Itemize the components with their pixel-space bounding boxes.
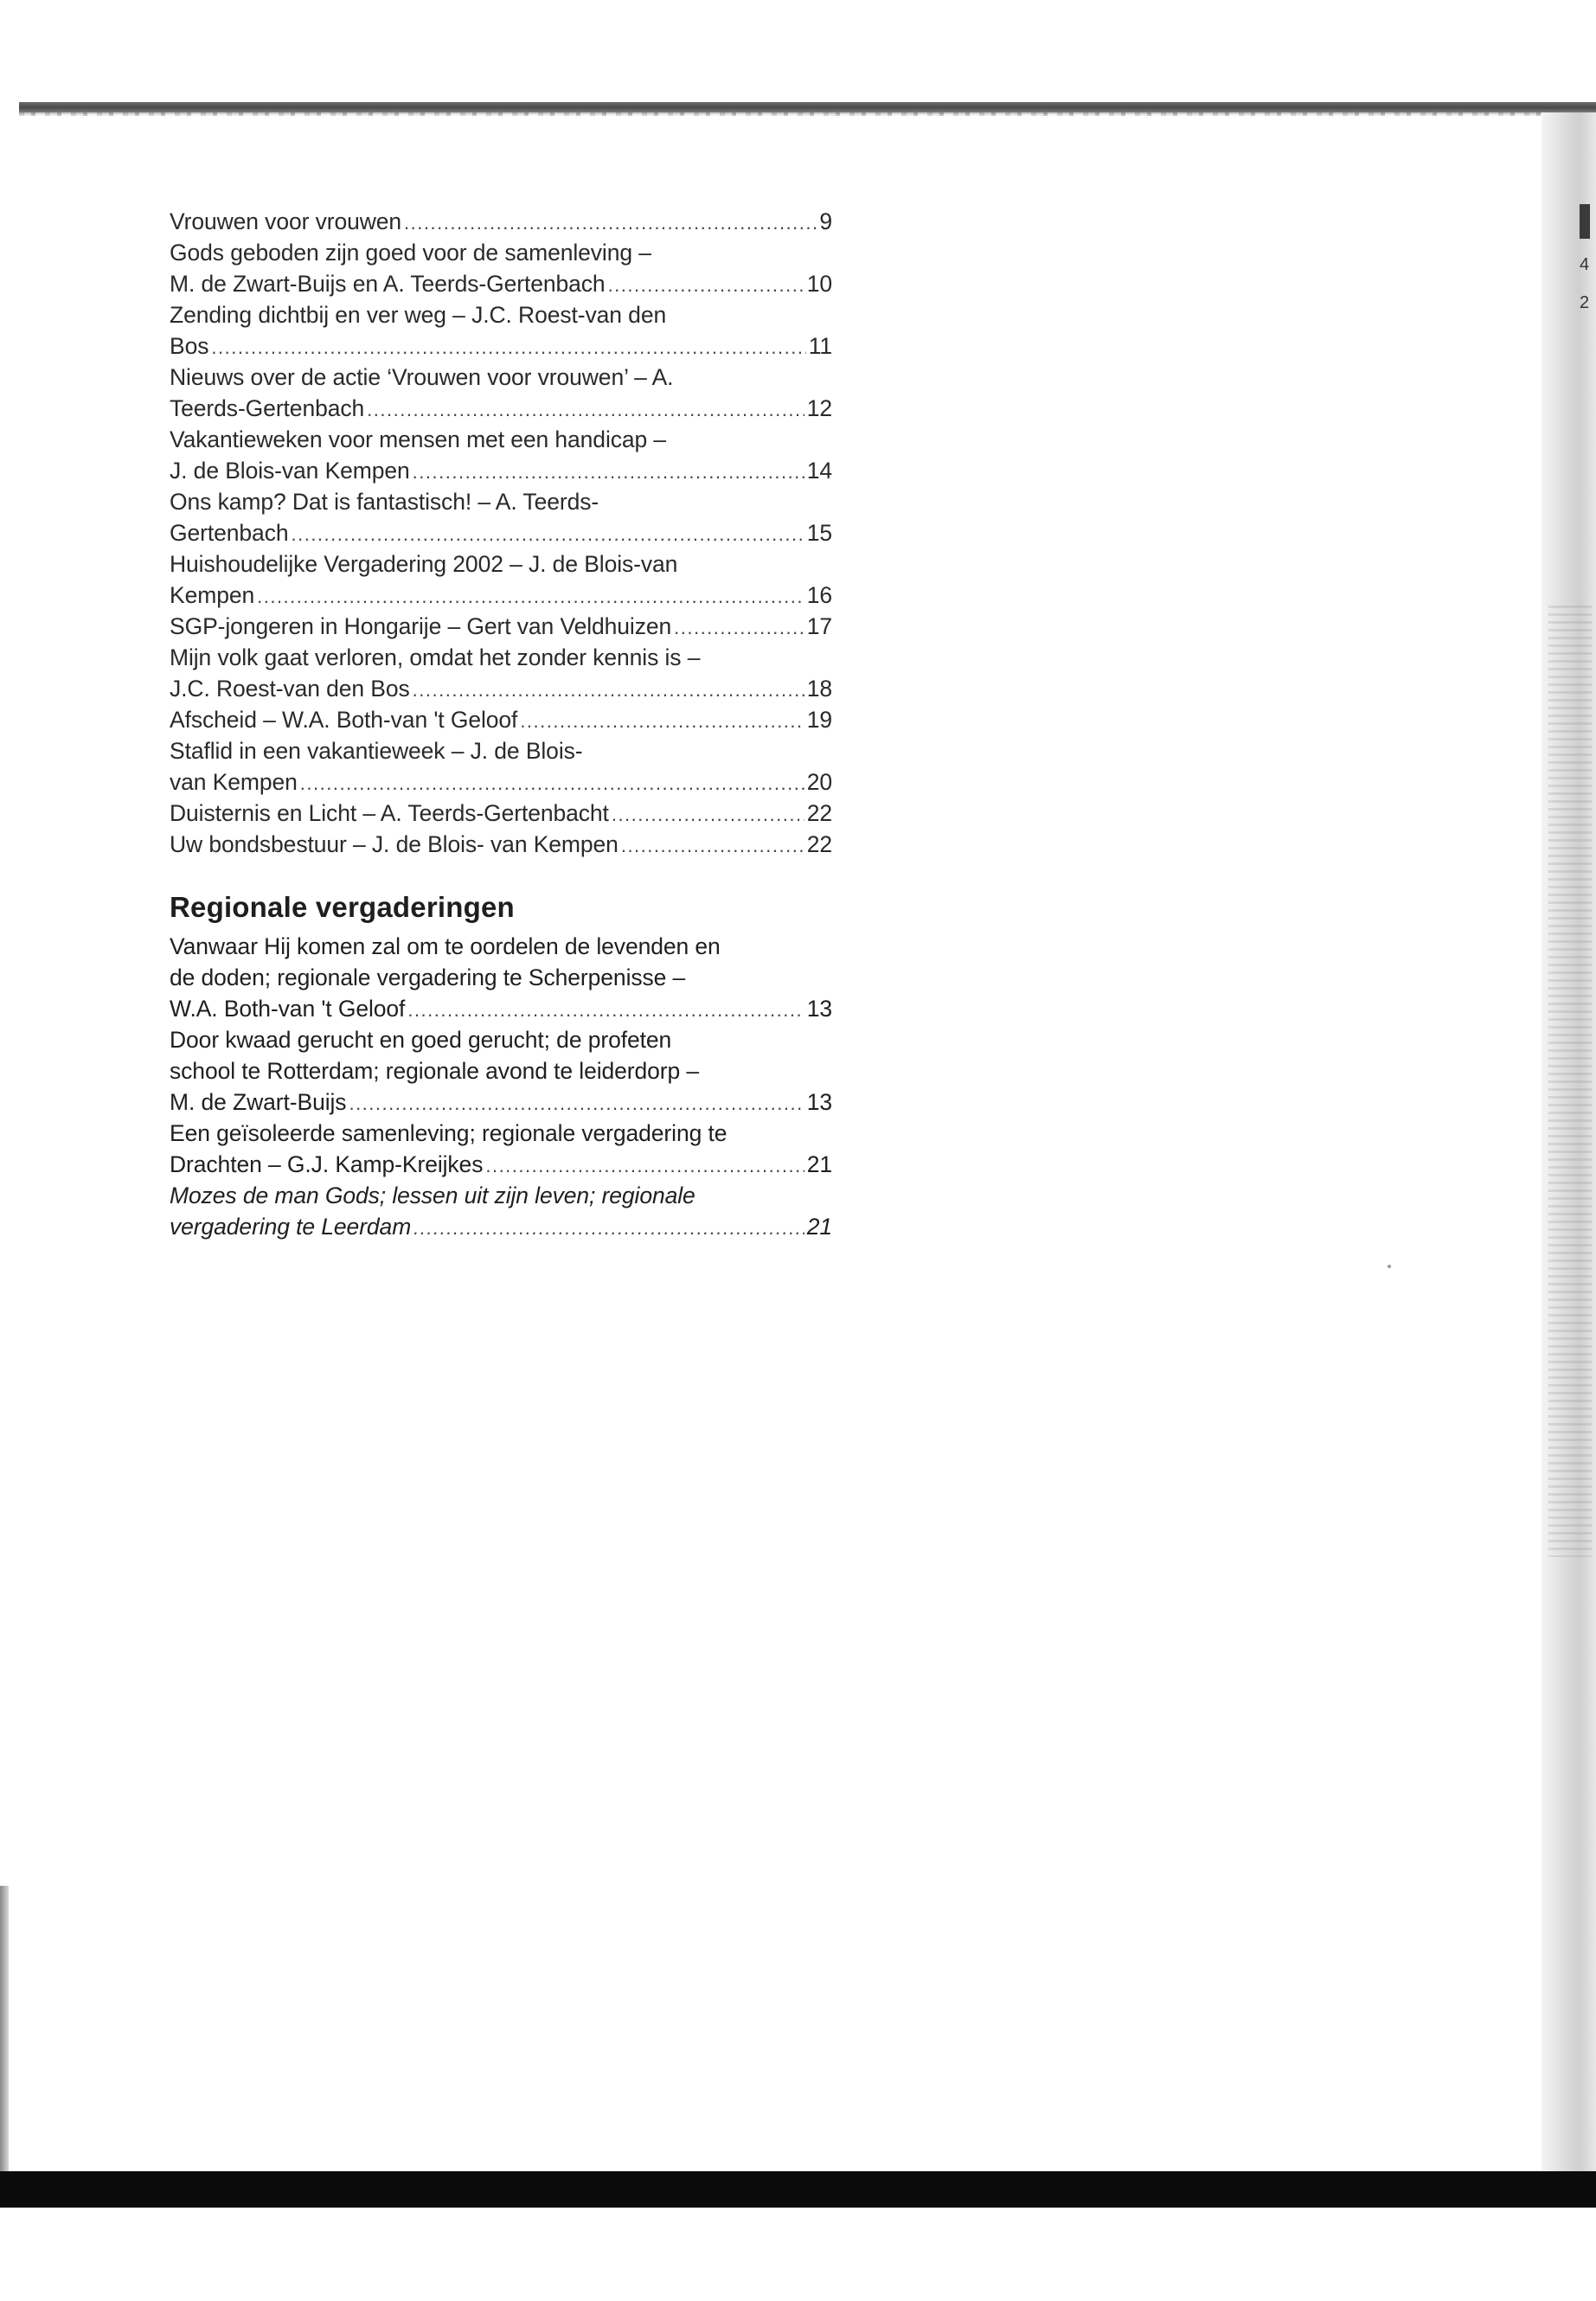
dot-leader <box>520 706 804 737</box>
scan-bottom-border <box>0 2171 1596 2208</box>
toc-entry-line <box>170 299 832 330</box>
toc-entry-title: vergadering te Leerdam <box>170 1214 412 1240</box>
toc-entry-title: M. de Zwart-Buijs <box>170 1089 347 1115</box>
dot-leader <box>413 1213 804 1244</box>
toc-page-number: 13 <box>806 1089 832 1115</box>
toc-entry-title: Kempen <box>170 582 255 608</box>
section-heading: Regionale vergaderingen <box>170 891 515 923</box>
toc-entry-line <box>170 1086 832 1118</box>
toc-entry-line <box>170 362 832 393</box>
toc-entry-line <box>170 1118 832 1149</box>
toc-entry-title: Mozes de man Gods; lessen uit zijn leven; regionale <box>170 1183 695 1208</box>
toc-entry-line <box>170 206 832 237</box>
toc-entry-title: Zending dichtbij en ver weg – J.C. Roest-van den <box>170 302 667 328</box>
dot-leader <box>404 208 817 239</box>
toc-entry-title: Door kwaad gerucht en goed gerucht; de profeten <box>170 1027 672 1053</box>
toc-entry <box>170 798 832 829</box>
dot-leader <box>621 830 804 862</box>
toc-entry-line <box>170 1024 832 1055</box>
toc-entry-line <box>170 548 832 580</box>
toc-entry-line <box>170 829 832 860</box>
toc-entry-title: J. de Blois-van Kempen <box>170 458 410 484</box>
toc-page-number: 17 <box>806 613 832 639</box>
dot-leader <box>300 768 804 799</box>
scan-right-edge-texture <box>1548 606 1592 1557</box>
toc-entry-title: Afscheid – W.A. Both-van 't Geloof <box>170 707 518 733</box>
toc-page-number: 20 <box>806 769 832 795</box>
toc-entry-line <box>170 673 832 704</box>
table-of-contents <box>170 206 832 1242</box>
regional-section <box>170 889 832 1242</box>
toc-page-number: 12 <box>806 395 832 421</box>
toc-entry-line <box>170 486 832 517</box>
toc-entry-title: Teerds-Gertenbach <box>170 395 365 421</box>
toc-entry-title: Staflid in een vakantieweek – J. de Blois- <box>170 738 583 764</box>
scan-left-edge <box>0 1886 9 2180</box>
toc-entry-title: Gods geboden zijn goed voor de samenleving – <box>170 240 651 266</box>
toc-entry-title: W.A. Both-van 't Geloof <box>170 996 406 1022</box>
toc-entry-line <box>170 1149 832 1180</box>
toc-entry-line <box>170 962 832 993</box>
toc-page-number: 15 <box>806 520 832 546</box>
dot-leader <box>291 519 804 550</box>
scan-speck <box>1388 1265 1391 1268</box>
toc-page-number: 22 <box>806 831 832 857</box>
toc-entry-line <box>170 424 832 455</box>
toc-entry-title: J.C. Roest-van den Bos <box>170 676 410 702</box>
toc-entry-line <box>170 455 832 486</box>
scan-top-border-noise <box>19 112 1542 116</box>
toc-entry-title: Uw bondsbestuur – J. de Blois- van Kempen <box>170 831 619 857</box>
toc-entry <box>170 206 832 237</box>
dot-leader <box>413 457 804 488</box>
toc-entry-line <box>170 580 832 611</box>
toc-entry-title: Vakantieweken voor mensen met een handicap – <box>170 426 667 452</box>
toc-entry <box>170 1024 832 1118</box>
toc-entry-title: SGP-jongeren in Hongarije – Gert van Veldhuizen <box>170 613 672 639</box>
toc-entry-title: de doden; regionale vergadering te Scherpenisse – <box>170 965 686 990</box>
toc-page-number: 9 <box>819 208 832 234</box>
facing-page-number: 4 <box>1580 255 1590 274</box>
toc-page-number: 11 <box>808 333 832 359</box>
dot-leader <box>367 394 804 426</box>
toc-entry-title: Vrouwen voor vrouwen <box>170 208 402 234</box>
toc-entry-title: Vanwaar Hij komen zal om te oordelen de levenden en <box>170 933 721 959</box>
dot-leader <box>413 675 804 706</box>
toc-entry <box>170 548 832 611</box>
toc-entry <box>170 704 832 735</box>
toc-entry-line <box>170 642 832 673</box>
toc-entry-line <box>170 393 832 424</box>
toc-entry-line <box>170 330 832 362</box>
toc-entry <box>170 1180 832 1242</box>
toc-page-number: 13 <box>806 996 832 1022</box>
toc-entry <box>170 735 832 798</box>
toc-page-number: 21 <box>806 1214 832 1240</box>
toc-entry <box>170 486 832 548</box>
toc-entry-line <box>170 268 832 299</box>
dot-leader <box>407 995 804 1026</box>
dot-leader <box>612 799 804 830</box>
dot-leader <box>485 1150 804 1182</box>
toc-entry-line <box>170 798 832 829</box>
toc-page-number: 18 <box>806 676 832 702</box>
toc-entry-title: Een geïsoleerde samenleving; regionale vergadering te <box>170 1120 727 1146</box>
toc-entry-line <box>170 931 832 962</box>
toc-page-number: 22 <box>806 800 832 826</box>
toc-entry-title: Bos <box>170 333 209 359</box>
toc-entry-title: Duisternis en Licht – A. Teerds-Gertenbacht <box>170 800 609 826</box>
toc-entry <box>170 829 832 860</box>
toc-entry-title: Huishoudelijke Vergadering 2002 – J. de Blois-van <box>170 551 678 577</box>
toc-entry-line <box>170 237 832 268</box>
toc-entry-line <box>170 611 832 642</box>
dot-leader <box>257 581 804 612</box>
toc-entry-line <box>170 766 832 798</box>
toc-entry <box>170 931 832 1024</box>
toc-page-number: 14 <box>806 458 832 484</box>
regional-entry-list <box>170 931 832 1242</box>
dot-leader <box>608 270 804 301</box>
dot-leader <box>211 332 805 363</box>
toc-entry-line <box>170 1055 832 1086</box>
toc-entry <box>170 424 832 486</box>
toc-entry-title: Gertenbach <box>170 520 289 546</box>
toc-entry-line <box>170 704 832 735</box>
toc-entry-title: Nieuws over de actie ‘Vrouwen voor vrouwen’ – A. <box>170 364 674 390</box>
toc-entry-title: Drachten – G.J. Kamp-Kreijkes <box>170 1151 484 1177</box>
toc-page-number: 16 <box>806 582 832 608</box>
toc-page-number: 10 <box>806 271 832 297</box>
toc-page-number: 19 <box>806 707 832 733</box>
toc-entry-title: Mijn volk gaat verloren, omdat het zonder kennis is – <box>170 644 701 670</box>
toc-entry <box>170 362 832 424</box>
toc-entry <box>170 299 832 362</box>
dot-leader <box>349 1088 804 1119</box>
toc-entry-line <box>170 517 832 548</box>
toc-page-number: 21 <box>806 1151 832 1177</box>
toc-entry <box>170 1118 832 1180</box>
toc-entry <box>170 611 832 642</box>
toc-entry-title: Ons kamp? Dat is fantastisch! – A. Teerds- <box>170 489 599 515</box>
toc-entry-line <box>170 1211 832 1242</box>
facing-page-number: 2 <box>1580 293 1590 312</box>
toc-entry-title: van Kempen <box>170 769 298 795</box>
toc-entry-line <box>170 993 832 1024</box>
toc-entry-line <box>170 735 832 766</box>
toc-entry-line <box>170 1180 832 1211</box>
facing-page-mark <box>1580 204 1590 239</box>
dot-leader <box>674 612 804 644</box>
toc-entry-title: M. de Zwart-Buijs en A. Teerds-Gertenbach <box>170 271 606 297</box>
toc-entry-title: school te Rotterdam; regionale avond te leiderdorp – <box>170 1058 700 1084</box>
toc-entry <box>170 237 832 299</box>
toc-entry-list <box>170 206 832 860</box>
toc-entry <box>170 642 832 704</box>
